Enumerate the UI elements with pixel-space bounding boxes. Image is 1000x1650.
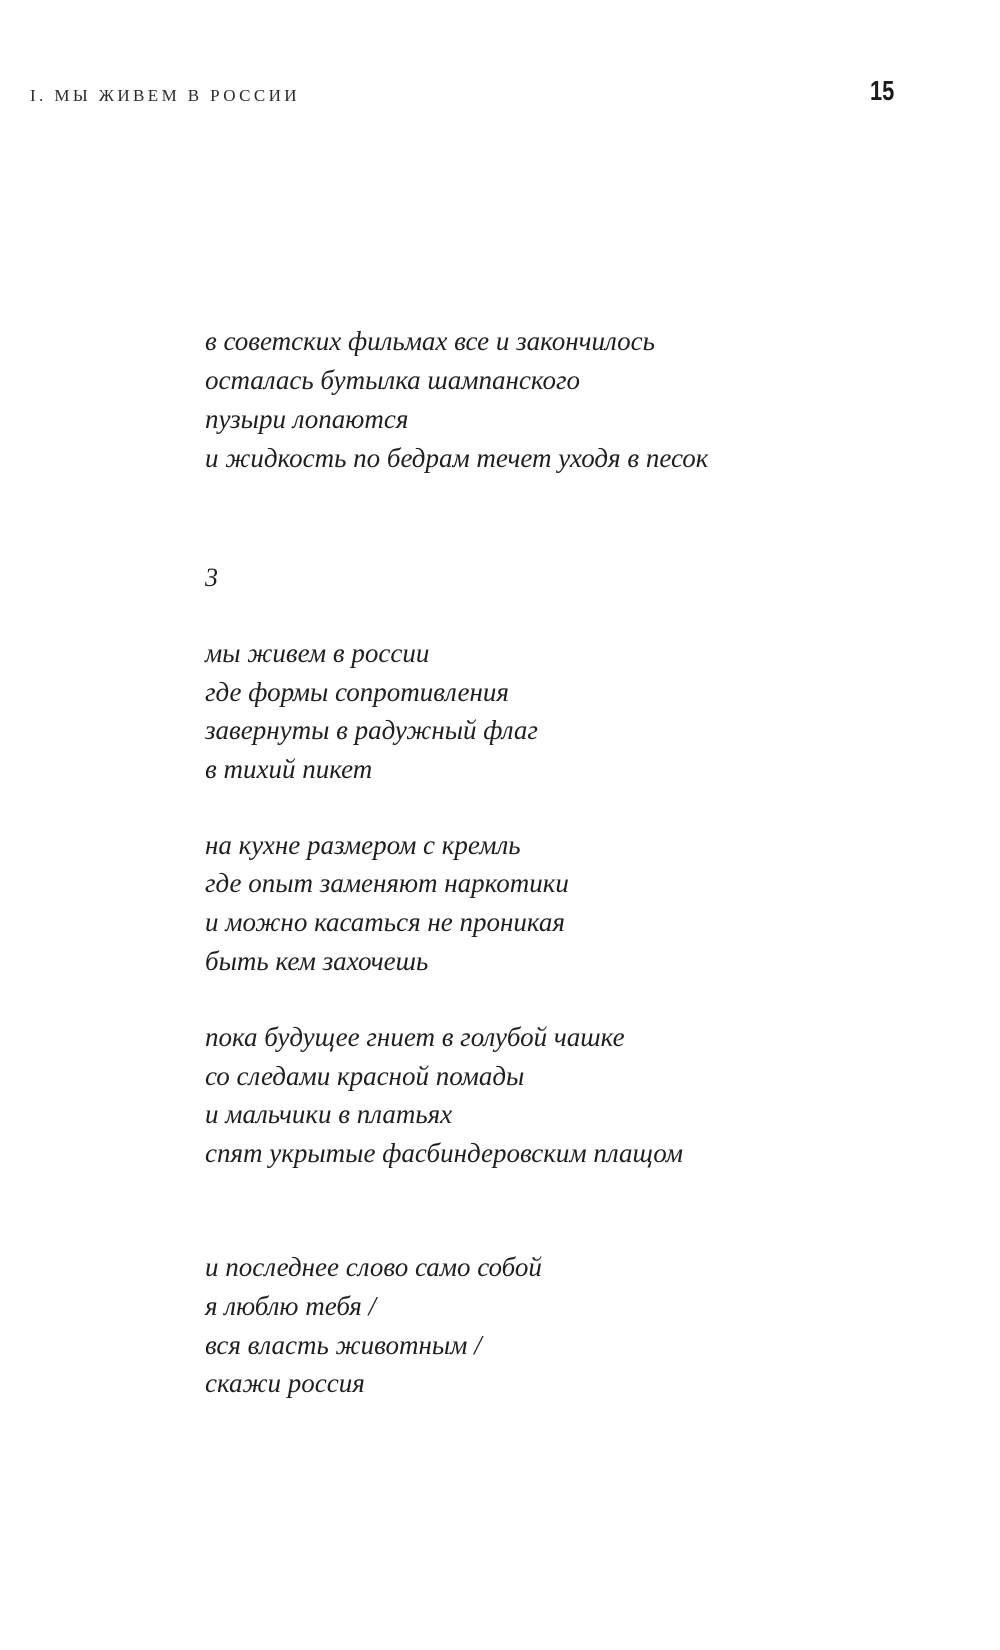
poem-line: быть кем захочешь xyxy=(205,946,429,976)
running-head: I. МЫ ЖИВЕМ В РОССИИ xyxy=(30,86,300,105)
poem-line: и последнее слово само собой xyxy=(205,1252,542,1282)
poem-line: я люблю тебя / xyxy=(205,1291,377,1321)
poem-line: завернуты в радужный флаг xyxy=(205,715,538,745)
poem-line: осталась бутылка шампанского xyxy=(205,365,581,395)
poem-line: скажи россия xyxy=(205,1368,365,1398)
poem-line: где опыт заменяют наркотики xyxy=(205,868,569,898)
poem-line: пока будущее гниет в голубой чашке xyxy=(205,1022,625,1052)
poem-line: со следами красной помады xyxy=(205,1061,525,1091)
section-number: 3 xyxy=(205,563,218,592)
poem-line: и можно касаться не проникая xyxy=(205,907,565,937)
poem-line: в советских фильмах все и закончилось xyxy=(205,326,655,356)
page-number: 15 xyxy=(870,75,895,106)
poem-line: и мальчики в платьях xyxy=(205,1099,453,1129)
poem-line: и жидкость по бедрам течет уходя в песок xyxy=(205,443,709,473)
poem-line: в тихий пикет xyxy=(205,754,373,784)
poem-line: на кухне размером с кремль xyxy=(205,830,521,860)
poem-line: пузыри лопаются xyxy=(205,404,409,434)
poem-line: мы живем в россии xyxy=(205,638,430,668)
poem-line: спят укрытые фасбиндеровским плащом xyxy=(205,1138,683,1168)
poem-line: вся власть животным / xyxy=(205,1330,482,1360)
poem-line: где формы сопротивления xyxy=(205,677,509,707)
